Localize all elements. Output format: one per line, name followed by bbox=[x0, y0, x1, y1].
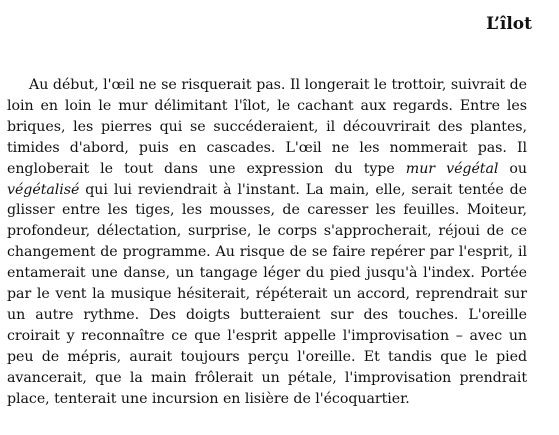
body-paragraph bbox=[7, 75, 527, 410]
paragraph-text: qui lui reviendrait à l'instant. La main, elle, serait tentée de glisser entre les tiges, les mousses, de caresser les feuilles. Moiteur, profondeur, délectation, surprise, le corps s'approcherait, réjoui de ce changement de programme. Au risque de se faire repérer par l'esprit, il entamerait une danse, un tangage léger du pied jusqu'à l'index. Portée par le vent la musique hésiterait, répéterait un accord, reprendrait sur un autre rythme. Des doigts butteraient sur des touches. L'oreille croirait y reconnaître ce que l'esprit appelle l'improvisation – avec un peu de mépris, aurait toujours perçu l'oreille. Et tandis que le pied avancerait, que la main frôlerait un pétale, l'improvisation prendrait place, tenterait une incursion en lisière de l'écoquartier. bbox=[7, 181, 527, 407]
italic-term: végétalisé bbox=[7, 181, 80, 198]
paragraph-text: Au début, l'œil ne se risquerait pas. Il longerait le trottoir, suivrait de loin en loin le mur délimitant l'îlot, le cachant aux regards. Entre les briques, les pierres qui se succéderaient, il découvrirait des plantes, timides d'abord, puis en cascades. L'œil ne les nommerait pas. Il engloberait le tout dans une expression du type bbox=[7, 77, 527, 177]
italic-term: mur végétal bbox=[405, 160, 499, 177]
paragraph-text: ou bbox=[498, 160, 528, 177]
document-title: L’îlot bbox=[486, 14, 532, 34]
